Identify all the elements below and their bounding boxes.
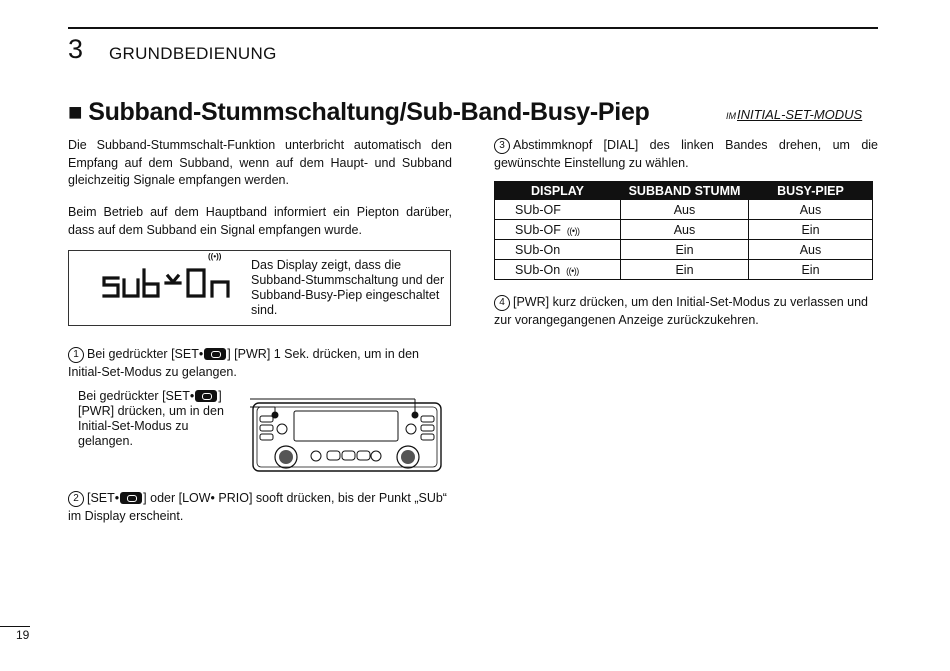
step-number: 1: [68, 347, 84, 363]
step-2: [68, 490, 452, 525]
top-rule: [68, 27, 878, 29]
beep-indicator-icon: ((•)): [566, 265, 579, 276]
mode-tag: [726, 107, 862, 122]
table-cell-display: SUb-On: [495, 240, 621, 260]
beep-indicator-icon: ((•)): [208, 252, 222, 261]
callout-text-b: ] [PWR] drücken, um in den Initial-Set-Modus zu gelangen.: [78, 389, 224, 448]
radio-front-panel-illustration: [250, 395, 445, 475]
section-title: [68, 98, 650, 127]
chapter-number: 3: [68, 34, 84, 64]
table-cell-busy: Aus: [749, 240, 873, 260]
callout-text: [78, 389, 238, 449]
page-number-rule: [0, 626, 30, 627]
lcd-sub-on-display: [100, 264, 240, 306]
step-3-text: Abstimmknopf [DIAL] des linken Bandes drehen, um die gewünschte Einstellung zu wählen.: [494, 138, 878, 170]
beep-indicator-icon: ((•)): [566, 225, 580, 236]
table-cell-stumm: Ein: [621, 240, 749, 260]
table-header-display: DISPLAY: [495, 182, 621, 200]
section-title-text: Subband-Stummschaltung/Sub-Band-Busy-Piep: [88, 98, 650, 126]
key-lock-icon: [120, 492, 142, 504]
step-2-text-b: ] oder [LOW• PRIO] sooft drücken, bis der Punkt „SUb“ im Display erscheint.: [68, 491, 447, 523]
step-4-text: [PWR] kurz drücken, um den Initial-Set-Modus zu verlassen und zur vorangegangenen Anzeige zurückzukehren.: [494, 295, 869, 327]
table-cell-stumm: Aus: [621, 200, 749, 220]
table-header-row: [495, 182, 873, 200]
table-row: [495, 220, 873, 240]
step-number: 4: [494, 295, 510, 311]
table-cell-stumm: Ein: [621, 260, 749, 280]
mode-prefix: IM: [726, 111, 736, 121]
page-number: 19: [16, 628, 30, 642]
table-cell-display: SUb-OF ((•)): [495, 220, 621, 240]
intro-paragraph-1: Die Subband-Stummschalt-Funktion unterbricht automatisch den Empfang auf dem Subband, wenn auf dem Haupt- und Subband gleichzeitig Signale empfangen werden.: [68, 138, 452, 187]
key-lock-icon: [204, 348, 226, 360]
settings-table: [494, 181, 873, 280]
table-row: [495, 240, 873, 260]
step-1: [68, 346, 452, 381]
step-2-text-a: [SET•: [87, 491, 120, 505]
step-1-text-b: ] [PWR] 1 Sek. drücken, um in den Initial-Set-Modus zu gelangen.: [68, 347, 419, 379]
step-1-text-a: Bei gedrückter [SET•: [87, 347, 204, 361]
key-lock-icon: [195, 390, 217, 402]
step-3: [494, 137, 878, 172]
table-cell-busy: Aus: [749, 200, 873, 220]
step-4: [494, 294, 878, 329]
chapter-title: GRUNDBEDIENUNG: [109, 44, 277, 63]
display-description: Das Display zeigt, dass die Subband-Stummschaltung und der Subband-Busy-Piep eingeschaltet sind.: [251, 258, 445, 317]
table-cell-stumm: Aus: [621, 220, 749, 240]
step-number: 2: [68, 491, 84, 507]
step-number: 3: [494, 138, 510, 154]
square-bullet-icon: ■: [68, 99, 83, 126]
table-cell-display: SUb-OF: [495, 200, 621, 220]
table-header-busy-piep: BUSY-PIEP: [749, 182, 873, 200]
callout-text-a: Bei gedrückter [SET•: [78, 389, 195, 403]
table-cell-busy: Ein: [749, 220, 873, 240]
table-row: [495, 200, 873, 220]
table-cell-busy: Ein: [749, 260, 873, 280]
intro-paragraph-2: Beim Betrieb auf dem Hauptband informiert ein Piepton darüber, dass auf dem Subband ein Signal empfangen wurde.: [68, 205, 452, 237]
table-cell-display: SUb-On ((•)): [495, 260, 621, 280]
mode-label: INITIAL-SET-MODUS: [737, 107, 863, 122]
table-row: [495, 260, 873, 280]
table-header-subband-stumm: SUBBAND STUMM: [621, 182, 749, 200]
